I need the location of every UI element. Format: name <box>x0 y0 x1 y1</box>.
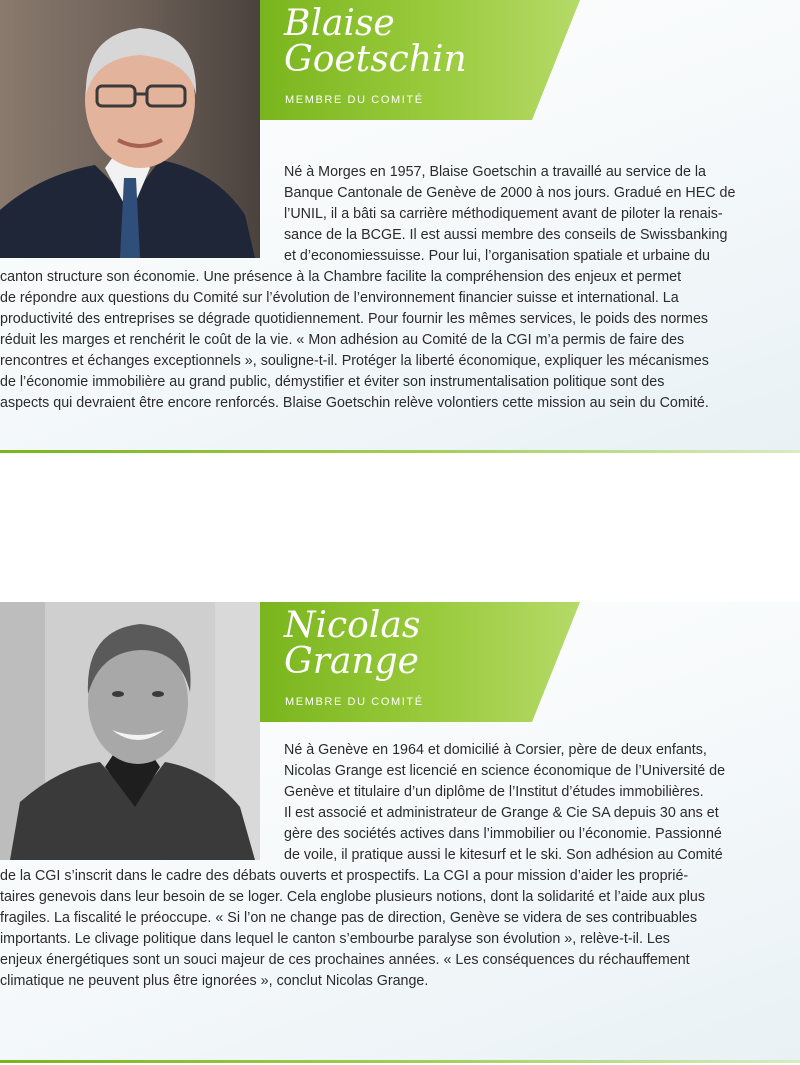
bio-line: réduit les marges et renchérit le coût de la vie. « Mon adhésion au Comité de la CGI m’a permis de faire des <box>0 332 685 348</box>
section-divider <box>0 1060 800 1063</box>
bio-line: l’UNIL, il a bâti sa carrière méthodiquement avant de piloter la renais- <box>284 206 723 222</box>
person-last-name: Grange <box>284 641 419 682</box>
bio-line: enjeux énergétiques sont un souci majeur de ces prochaines années. « Les conséquences du réchauffement <box>0 952 690 968</box>
section-divider <box>0 450 800 453</box>
bio-line: climatique ne peuvent plus être ignorées », conclut Nicolas Grange. <box>0 973 429 989</box>
bio-line: de répondre aux questions du Comité sur l’évolution de l’environnement financier suisse et international. La <box>0 290 679 306</box>
bio-line: Né à Morges en 1957, Blaise Goetschin a travaillé au service de la <box>284 164 706 180</box>
bio-line: rencontres et échanges exceptionnels », souligne-t-il. Protéger la liberté économique, expliquer les mécanismes <box>0 353 709 369</box>
bio-line: fragiles. La fiscalité le préoccupe. « Si l’on ne change pas de direction, Genève se videra de ses contribuables <box>0 910 697 926</box>
bio-line: productivité des entreprises se dégrade quotidiennement. Pour fournir les mêmes services, le poids des normes <box>0 311 709 327</box>
bio-line: Né à Genève en 1964 et domicilié à Corsier, père de deux enfants, <box>284 742 707 758</box>
bio-line: sance de la BCGE. Il est aussi membre des conseils de Swissbanking <box>284 227 728 243</box>
bio-line: Banque Cantonale de Genève de 2000 à nos jours. Gradué en HEC de <box>284 185 736 201</box>
person-last-name: Goetschin <box>284 39 467 80</box>
profile-nicolas-grange <box>0 602 800 1062</box>
bio-line: gère des sociétés actives dans l’immobilier ou l’économie. Passionné <box>284 826 722 842</box>
bio-line: de la CGI s’inscrit dans le cadre des débats ouverts et prospectifs. La CGI a pour mission d’aider les proprié- <box>0 868 689 884</box>
person-name <box>284 605 584 682</box>
bio-line: Il est associé et administrateur de Grange & Cie SA depuis 30 ans et <box>284 805 719 821</box>
biography <box>0 740 725 992</box>
person-name <box>284 3 584 80</box>
biography <box>0 162 735 414</box>
profile-blaise-goetschin <box>0 0 800 450</box>
bio-line: Nicolas Grange est licencié en science économique de l’Université de <box>284 763 726 779</box>
bio-line: importants. Le clivage politique dans lequel le canton s’embourbe paralyse son évolution », relève-t-il. Les <box>0 931 670 947</box>
person-first-name: Blaise <box>284 3 395 44</box>
bio-line: aspects qui devraient être encore renforcés. Blaise Goetschin relève volontiers cette mission au sein du Comité. <box>0 395 709 411</box>
person-role: MEMBRE DU COMITÉ <box>285 696 424 708</box>
bio-line: canton structure son économie. Une présence à la Chambre facilite la compréhension des enjeux et permet <box>0 269 682 285</box>
bio-line: de voile, il pratique aussi le kitesurf et le ski. Son adhésion au Comité <box>284 847 723 863</box>
bio-line: Genève et titulaire d’un diplôme de l’Institut d’études immobilières. <box>284 784 704 800</box>
bio-line: et d’economiessuisse. Pour lui, l’organisation spatiale et urbaine du <box>284 248 710 264</box>
bio-line: taires genevois dans leur besoin de se loger. Cela englobe plusieurs notions, dont la solidarité et l’aide aux plus <box>0 889 705 905</box>
bio-line: de l’économie immobilière au grand public, démystifier et éviter son instrumentalisation politique sont des <box>0 374 665 390</box>
person-first-name: Nicolas <box>284 605 421 646</box>
person-role: MEMBRE DU COMITÉ <box>285 94 424 106</box>
